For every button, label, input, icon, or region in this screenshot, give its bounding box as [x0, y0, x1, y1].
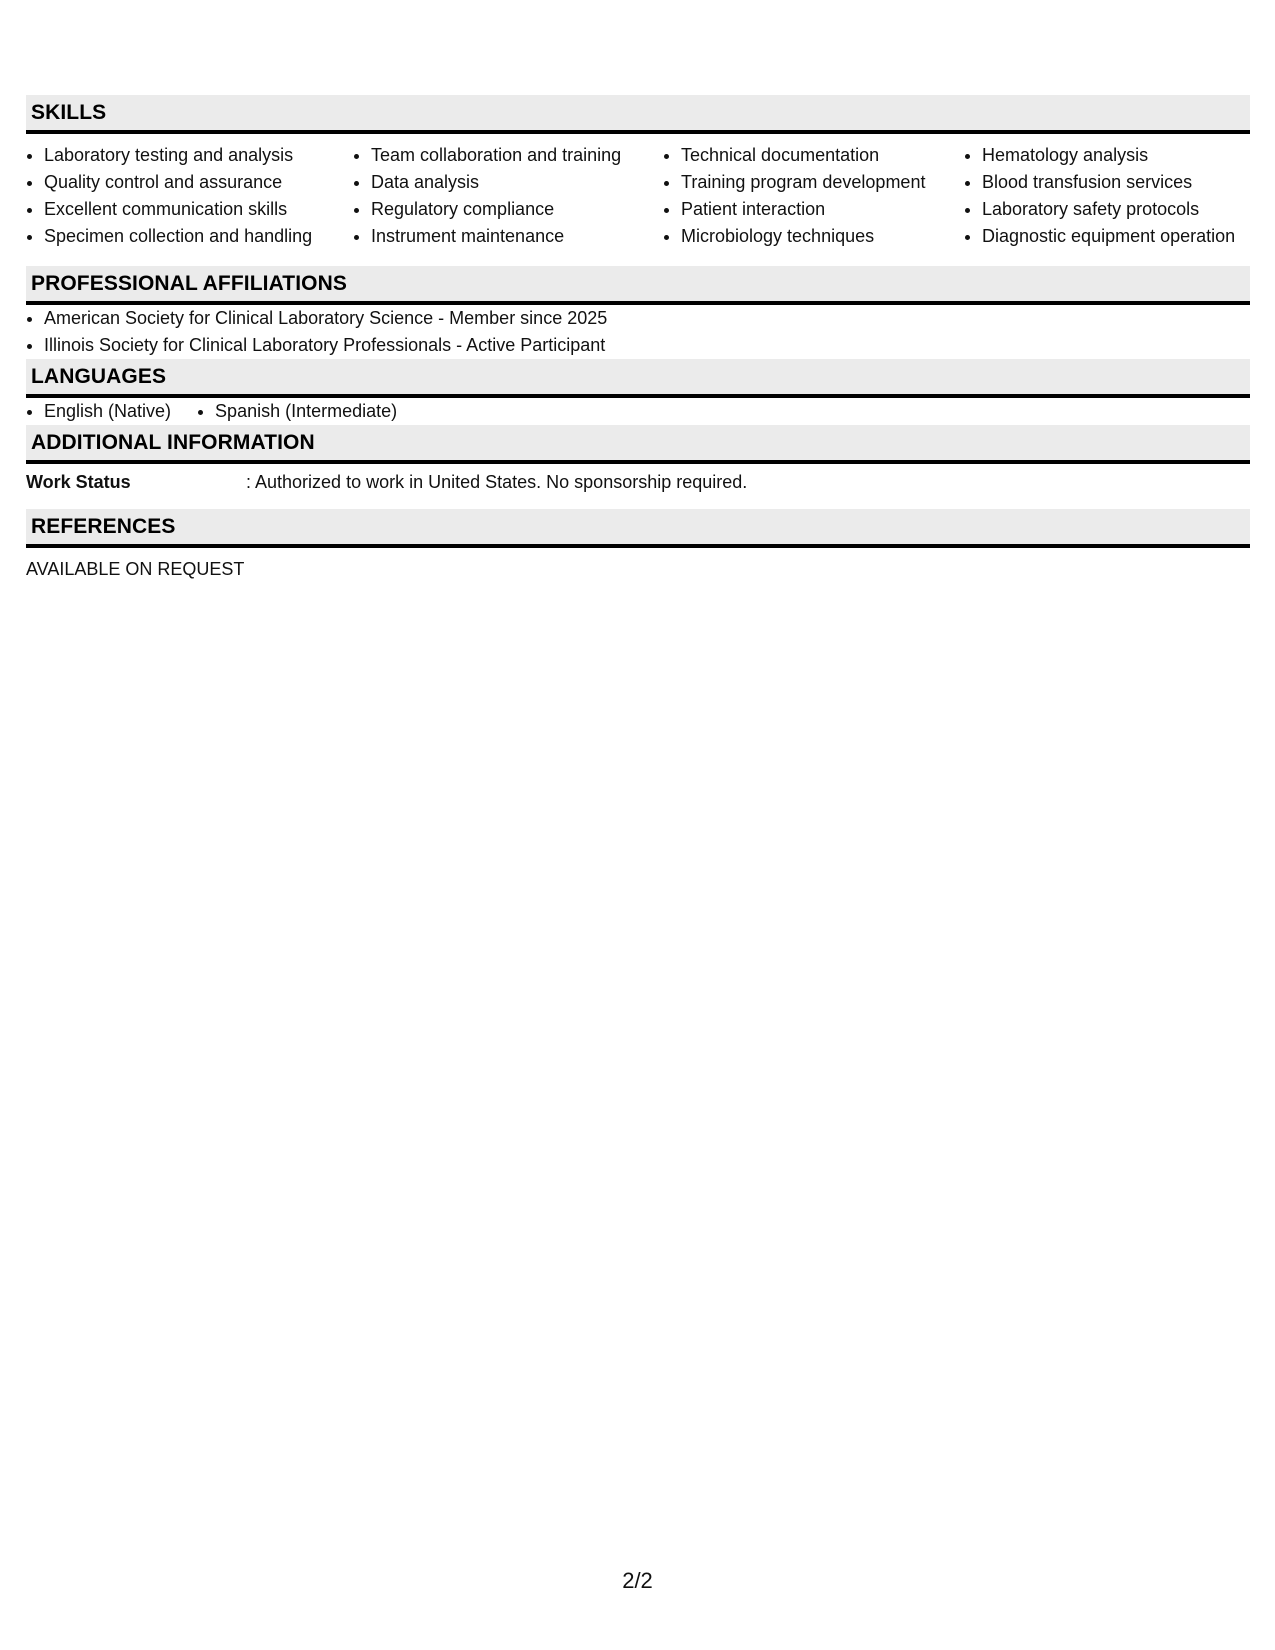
skill-item: Laboratory testing and analysis — [26, 142, 353, 169]
skill-item: Technical documentation — [663, 142, 964, 169]
affiliations-list — [26, 305, 1250, 359]
language-item: Spanish (Intermediate) — [197, 398, 397, 425]
skill-item: Training program development — [663, 169, 964, 196]
page-number: 2/2 — [622, 1568, 653, 1593]
affiliation-item: Illinois Society for Clinical Laboratory Professionals - Active Participant — [26, 332, 1250, 359]
skills-header — [26, 95, 1250, 134]
skill-item: Excellent communication skills — [26, 196, 353, 223]
skill-item: Specimen collection and handling — [26, 223, 353, 250]
section-title: PROFESSIONAL AFFILIATIONS — [31, 271, 347, 295]
skill-item: Data analysis — [353, 169, 663, 196]
section-title: SKILLS — [31, 100, 107, 124]
references-header — [26, 509, 1250, 548]
work-status-row — [26, 464, 1250, 509]
languages-header — [26, 359, 1250, 398]
skill-item: Diagnostic equipment operation — [964, 223, 1250, 250]
additional-info-section — [26, 425, 1250, 509]
skill-item: Microbiology techniques — [663, 223, 964, 250]
skills-column — [964, 142, 1250, 250]
skills-grid — [26, 134, 1250, 266]
language-item: English (Native) — [26, 398, 171, 425]
skill-item: Team collaboration and training — [353, 142, 663, 169]
skill-item: Regulatory compliance — [353, 196, 663, 223]
skills-column — [663, 142, 964, 250]
references-text: AVAILABLE ON REQUEST — [26, 559, 245, 579]
section-title: REFERENCES — [31, 514, 176, 538]
skills-section — [26, 95, 1250, 266]
section-title: ADDITIONAL INFORMATION — [31, 430, 315, 454]
skill-item: Laboratory safety protocols — [964, 196, 1250, 223]
skill-item: Instrument maintenance — [353, 223, 663, 250]
skills-column — [26, 142, 353, 250]
skill-item: Patient interaction — [663, 196, 964, 223]
work-status-label: Work Status — [26, 472, 131, 492]
references-section — [26, 509, 1250, 583]
languages-list — [26, 398, 1250, 425]
affiliations-header — [26, 266, 1250, 305]
skill-item: Quality control and assurance — [26, 169, 353, 196]
affiliation-item: American Society for Clinical Laboratory Science - Member since 2025 — [26, 305, 1250, 332]
affiliations-section — [26, 266, 1250, 359]
skill-item: Hematology analysis — [964, 142, 1250, 169]
additional-info-header — [26, 425, 1250, 464]
section-title: LANGUAGES — [31, 364, 167, 388]
resume-page — [26, 95, 1250, 583]
work-status-value: : Authorized to work in United States. No sponsorship required. — [246, 472, 748, 492]
languages-section — [26, 359, 1250, 425]
skills-column — [353, 142, 663, 250]
skill-item: Blood transfusion services — [964, 169, 1250, 196]
